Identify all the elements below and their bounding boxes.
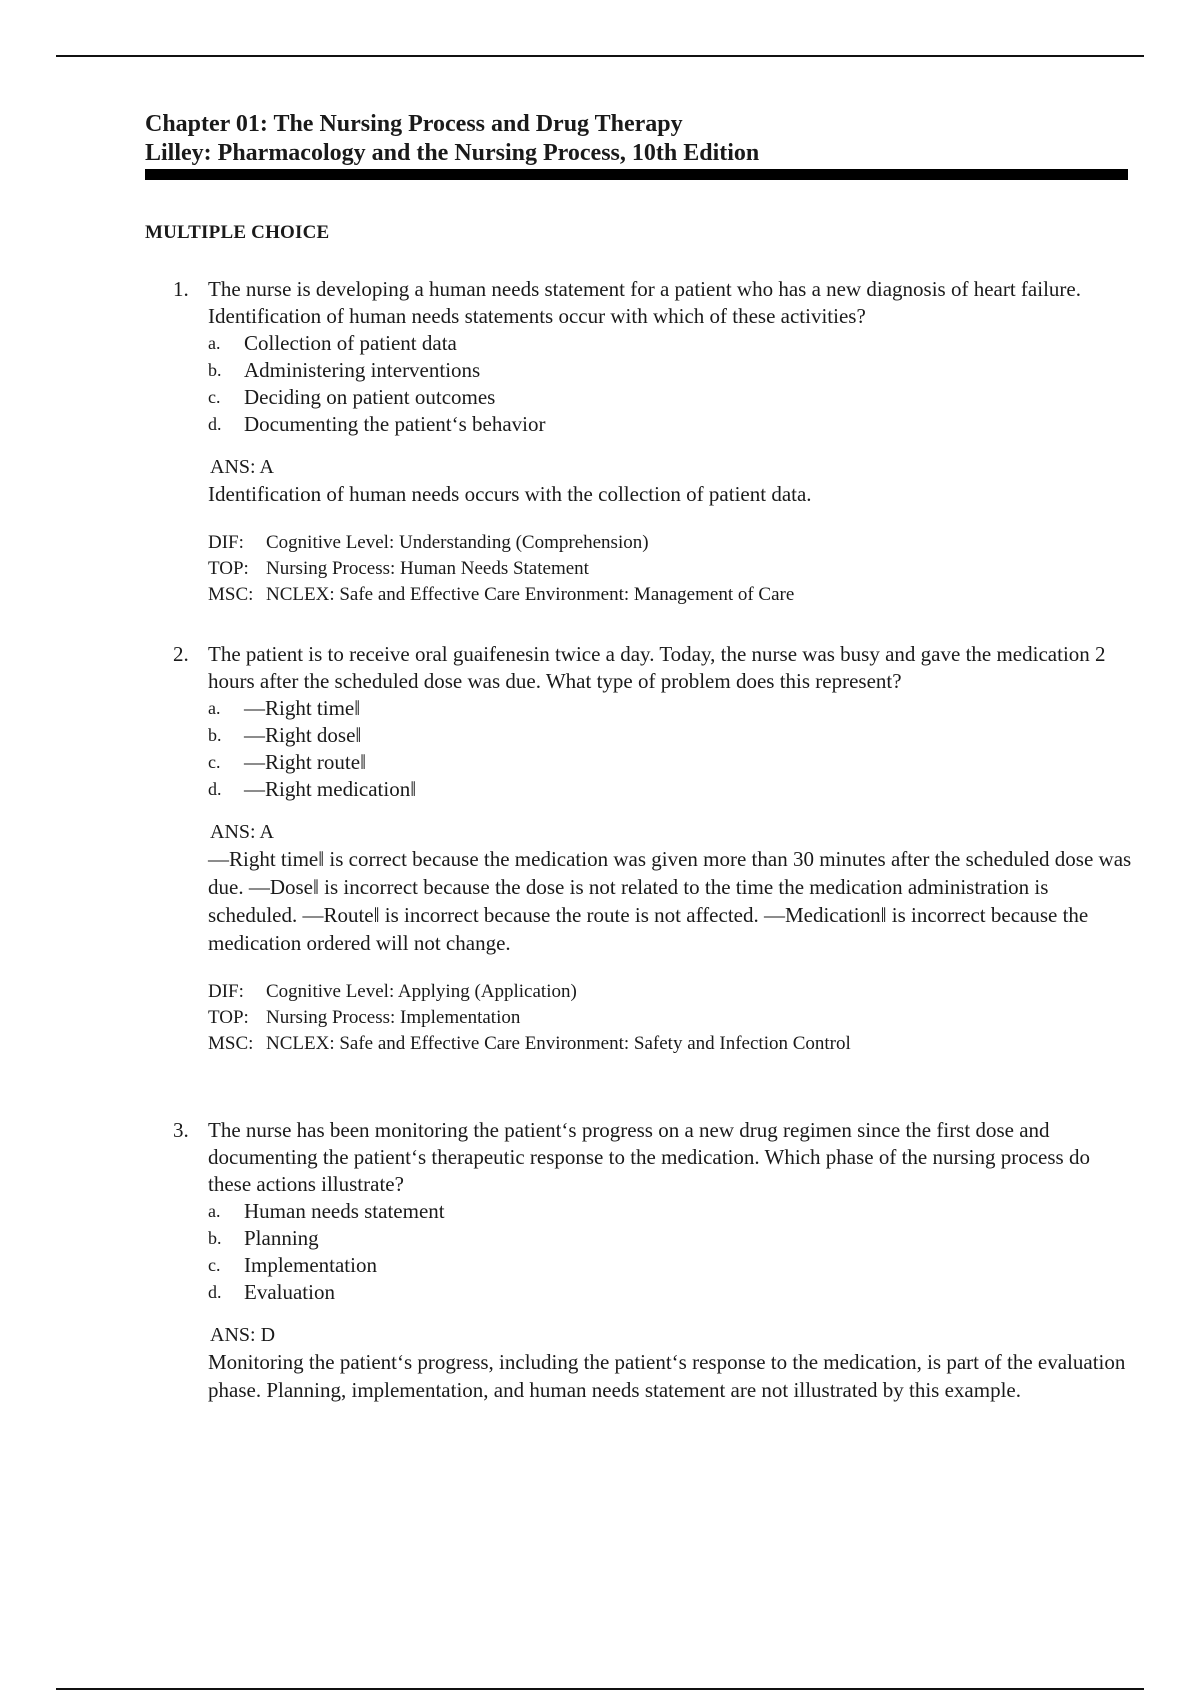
question-1: [173, 276, 1133, 608]
answer-options: [208, 330, 1133, 438]
chapter-title: Chapter 01: The Nursing Process and Drug Therapy: [145, 111, 683, 137]
msc-value: NCLEX: Safe and Effective Care Environment: Management of Care: [266, 584, 795, 605]
option-d: [208, 411, 1133, 438]
question-metadata: [208, 530, 1133, 608]
rationale: Monitoring the patient‘s progress, including the patient‘s response to the medication, is part of the evaluation phase. Planning, implementation, and human needs statement are not illustrated by this example.: [208, 1350, 1126, 1402]
answer-key: ANS: A: [210, 456, 274, 478]
option-text: Human needs statement: [244, 1199, 445, 1223]
option-letter: a.: [208, 333, 221, 353]
option-c: [208, 749, 1133, 776]
option-letter: d.: [208, 1282, 222, 1302]
question-stem: The nurse is developing a human needs statement for a patient who has a new diagnosis of heart failure. Identification of human needs statements occur with which of these activities?: [208, 277, 1081, 328]
option-text: ―Right dose‖: [244, 723, 362, 747]
document-header: [145, 110, 1128, 180]
option-text: Deciding on patient outcomes: [244, 385, 496, 409]
option-letter: c.: [208, 1255, 221, 1275]
rationale: ―Right time‖ is correct because the medication was given more than 30 minutes after the scheduled dose was due. ―Dose‖ is incorrect because the dose is not related to the time the medication administration is scheduled. ―Route‖ is incorrect because the route is not affected. ―Medication‖ is incorrect because the medication ordered will not change.: [208, 847, 1132, 955]
question-2: [173, 641, 1133, 1057]
question-number: 3.: [173, 1118, 189, 1142]
option-text: Implementation: [244, 1253, 377, 1277]
dif-label: DIF:: [208, 981, 244, 1002]
option-letter: b.: [208, 1228, 222, 1248]
option-text: Documenting the patient‘s behavior: [244, 412, 546, 436]
top-divider: [56, 55, 1144, 57]
option-b: [208, 357, 1133, 384]
question-metadata: [208, 979, 1133, 1057]
option-c: [208, 384, 1133, 411]
option-text: Collection of patient data: [244, 331, 457, 355]
dif-value: Cognitive Level: Applying (Application): [266, 981, 577, 1002]
msc-value: NCLEX: Safe and Effective Care Environment: Safety and Infection Control: [266, 1033, 851, 1054]
option-d: [208, 1279, 1133, 1306]
answer-key: ANS: D: [210, 1324, 276, 1346]
option-letter: d.: [208, 779, 222, 799]
question-number: 2.: [173, 642, 189, 666]
section-heading: MULTIPLE CHOICE: [145, 222, 330, 243]
option-letter: c.: [208, 387, 221, 407]
question-stem: The nurse has been monitoring the patient‘s progress on a new drug regimen since the first dose and documenting the patient‘s therapeutic response to the medication. Which phase of the nursing process do these actions illustrate?: [208, 1118, 1090, 1196]
answer-options: [208, 1198, 1133, 1306]
question-stem: The patient is to receive oral guaifenesin twice a day. Today, the nurse was busy and gave the medication 2 hours after the scheduled dose was due. What type of problem does this represent?: [208, 642, 1106, 693]
top-label: TOP:: [208, 558, 249, 579]
option-text: Evaluation: [244, 1280, 335, 1304]
book-title: Lilley: Pharmacology and the Nursing Process, 10th Edition: [145, 140, 760, 166]
msc-label: MSC:: [208, 584, 254, 605]
question-number: 1.: [173, 277, 189, 301]
dif-label: DIF:: [208, 532, 244, 553]
dif-value: Cognitive Level: Understanding (Comprehension): [266, 532, 649, 553]
option-text: ―Right route‖: [244, 750, 366, 774]
bottom-divider: [56, 1688, 1144, 1690]
option-letter: b.: [208, 360, 222, 380]
option-letter: c.: [208, 752, 221, 772]
rationale: Identification of human needs occurs with the collection of patient data.: [208, 482, 812, 506]
option-b: [208, 722, 1133, 749]
option-d: [208, 776, 1133, 803]
top-value: Nursing Process: Implementation: [266, 1007, 521, 1028]
option-c: [208, 1252, 1133, 1279]
top-value: Nursing Process: Human Needs Statement: [266, 558, 589, 579]
option-letter: a.: [208, 1201, 221, 1221]
option-letter: a.: [208, 698, 221, 718]
option-text: Planning: [244, 1226, 319, 1250]
option-text: ―Right time‖: [244, 696, 361, 720]
option-letter: b.: [208, 725, 222, 745]
answer-options: [208, 695, 1133, 803]
option-letter: d.: [208, 414, 222, 434]
question-3: [173, 1117, 1133, 1404]
top-label: TOP:: [208, 1007, 249, 1028]
option-b: [208, 1225, 1133, 1252]
option-a: [208, 330, 1133, 357]
msc-label: MSC:: [208, 1033, 254, 1054]
option-a: [208, 695, 1133, 722]
option-text: Administering interventions: [244, 358, 481, 382]
option-a: [208, 1198, 1133, 1225]
header-rule: [145, 169, 1128, 180]
option-text: ―Right medication‖: [244, 777, 417, 801]
answer-key: ANS: A: [210, 821, 274, 843]
